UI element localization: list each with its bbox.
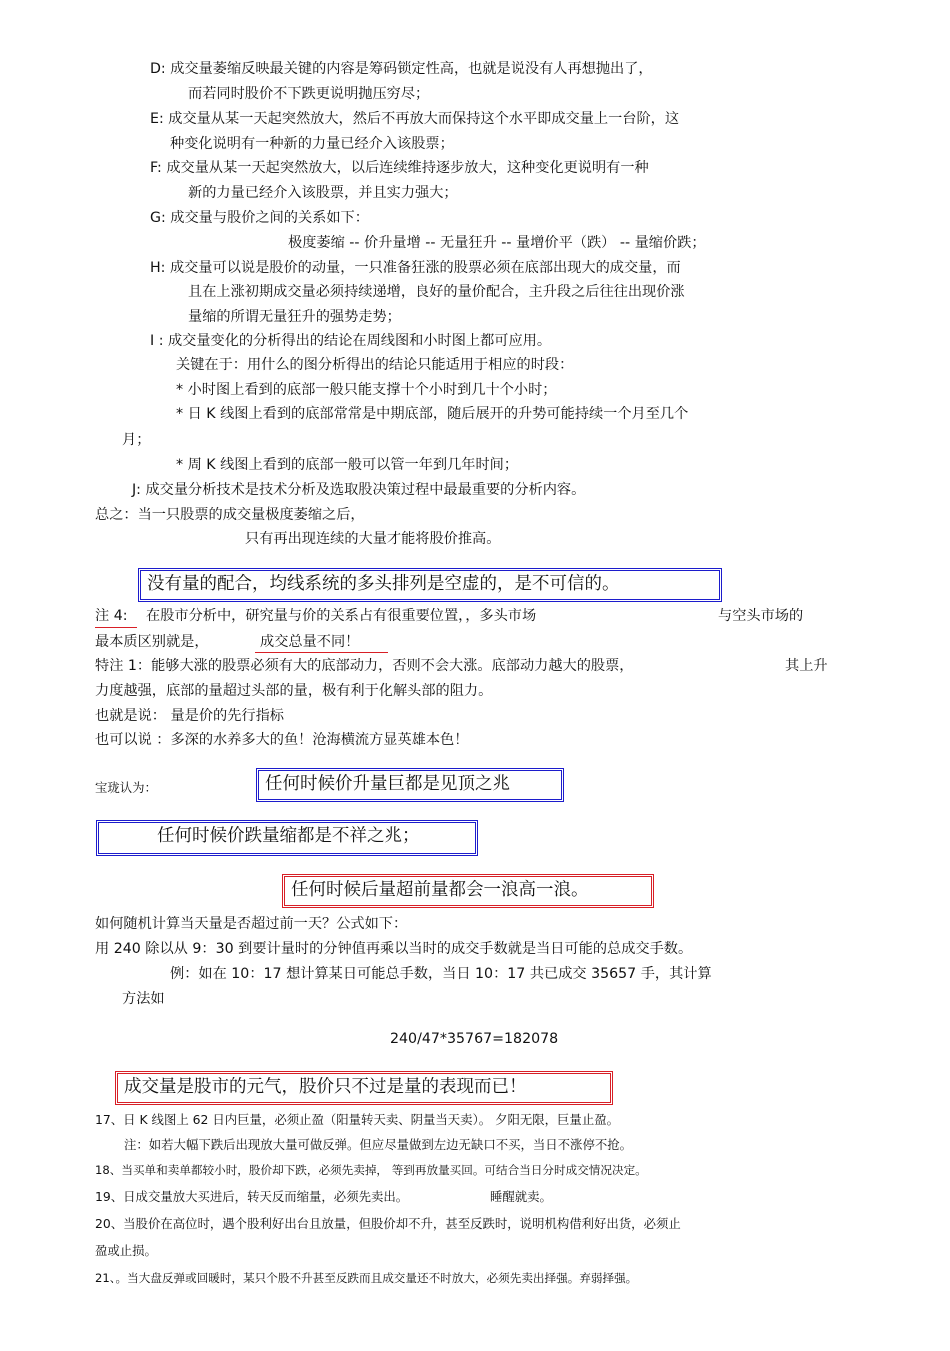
note4-emphasis-underline (255, 652, 388, 653)
note4-emphasis: 成交总量不同！ (260, 634, 360, 650)
highlight-box-1 (138, 568, 722, 602)
item-e-line1: E: 成交量从某一天起突然放大，然后不再放大而保持这个水平即成交量上一台阶，这 (150, 111, 680, 127)
highlight-box-3 (96, 820, 478, 856)
item-i-line2: 关键在于：用什么的图分析得出的结论只能适用于相应的时段： (176, 357, 574, 373)
formula-example-end: 方法如 (122, 991, 165, 1007)
rule-19-end: 睡醒就卖。 (490, 1189, 552, 1204)
rule-19: 19、日成交量放大买进后，转天反而缩量，必须先卖出。 (95, 1189, 409, 1204)
item-f-line2: 新的力量已经介入该股票，并且实力强大； (188, 185, 458, 201)
item-e-line2: 种变化说明有一种新的力量已经介入该股票； (170, 136, 454, 152)
formula-rule: 用 240 除以从 9：30 到要计量时的分钟值再乘以当时的成交手数就是当日可能的总成交手数。 (95, 941, 693, 957)
item-d-line1: D: 成交量萎缩反映最关键的内容是筹码锁定性高，也就是说没有人再想抛出了， (150, 61, 653, 77)
rule-21: 21、。当大盘反弹或回暖时，某只个股不升甚至反跌而且成交量还不时放大，必须先卖出择强。弃弱择强。 (95, 1271, 638, 1285)
item-h-line3: 量缩的所谓无量狂升的强势走势； (188, 309, 401, 325)
note4-text-end: 与空头市场的 (718, 608, 804, 624)
highlight-box-4-text: 任何时候后量超前量都会一浪高一浪。 (291, 880, 589, 900)
item-i-line3: * 小时图上看到的底部一般只能支撑十个小时到几十个小时； (176, 382, 557, 398)
item-d-line2: 而若同时股价不下跌更说明抛压穷尽； (188, 86, 430, 102)
rule-20-line2: 盈或止损。 (95, 1243, 157, 1258)
rule-20-line1: 20、当股价在高位时，遇个股利好出台且放量，但股价却不升，甚至反跌时，说明机构借利好出货，必须止 (95, 1216, 681, 1231)
item-i-line1: I : 成交量变化的分析得出的结论在周线图和小时图上都可应用。 (150, 333, 552, 349)
note4-line2: 最本质区别就是， (95, 634, 209, 650)
note4-text: 在股市分析中，研究量与价的关系占有很重要位置，，多头市场 (146, 608, 537, 624)
special-note-line4: 也可以说 ：多深的水养多大的鱼！沧海横流方显英雄本色！ (95, 732, 469, 748)
highlight-box-2 (256, 768, 564, 802)
item-h-line1: H: 成交量可以说是股价的动量，一只准备狂涨的股票必须在底部出现大的成交量，而 (150, 260, 681, 276)
item-j-line1: J: 成交量分析技术是技术分析及选取股决策过程中最最重要的分析内容。 (132, 482, 586, 498)
item-i-line6: * 周 K 线图上看到的底部一般可以管一年到几年时间； (176, 457, 519, 473)
note4-label: 注 4: (95, 608, 128, 624)
highlight-box-5 (115, 1071, 613, 1105)
special-note-line2: 力度越强，底部的量超过头部的量，极有利于化解头部的阻力。 (95, 683, 493, 699)
formula-question: 如何随机计算当天量是否超过前一天？公式如下： (95, 916, 408, 932)
baolong-label: 宝珑认为： (95, 780, 157, 795)
rule-17: 17、日 K 线图上 62 日内巨量，必须止盈（阳量转天卖、阴量当天卖）。 夕阳无限，巨量止盈。 (95, 1112, 619, 1127)
item-f-line1: F: 成交量从某一天起突然放大，以后连续维持逐步放大，这种变化更说明有一种 (150, 160, 649, 176)
summary-line1: 总之：当一只股票的成交量极度萎缩之后， (95, 507, 365, 523)
special-note-line3: 也就是说： 量是价的先行指标 (95, 708, 284, 724)
item-h-line2: 且在上涨初期成交量必须持续递增，良好的量价配合，主升段之后往往出现价涨 (188, 284, 685, 300)
item-i-line4: * 日 K 线图上看到的底部常常是中期底部，随后展开的升势可能持续一个月至几个 (176, 406, 689, 422)
highlight-box-1-text: 没有量的配合，均线系统的多头排列是空虚的，是不可信的。 (147, 574, 620, 594)
highlight-box-3-text: 任何时候价跌量缩都是不祥之兆； (157, 826, 420, 846)
formula-example: 例：如在 10：17 想计算某日可能总手数，当日 10：17 共已成交 35657 手，其计算 (170, 966, 712, 982)
special-note-line1-end: 其上升 (785, 658, 828, 674)
formula-result: 240/47*35767=182078 (390, 1031, 559, 1047)
note4-underline (95, 627, 137, 628)
item-i-line5: 月； (122, 432, 151, 448)
highlight-box-2-text: 任何时候价升量巨都是见顶之兆 (265, 774, 510, 794)
item-g-line1: G: 成交量与股价之间的关系如下： (150, 210, 369, 226)
rule-18: 18、当买单和卖单都较小时，股价却下跌，必须先卖掉， 等到再放量买回。可结合当日分时成交情况决定。 (95, 1163, 647, 1177)
rule-17-note: 注：如若大幅下跌后出现放大量可做反弹。但应尽量做到左边无缺口不买，当日不涨停不抢。 (124, 1137, 633, 1152)
summary-line2: 只有再出现连续的大量才能将股价推高。 (245, 531, 501, 547)
item-g-line2: 极度萎缩 -- 价升量增 -- 无量狂升 -- 量增价平（跌） -- 量缩价跌； (288, 235, 706, 251)
highlight-box-5-text: 成交量是股市的元气，股价只不过是量的表现而已！ (124, 1077, 527, 1097)
highlight-box-4 (282, 874, 654, 908)
special-note-line1: 特注 1：能够大涨的股票必须有大的底部动力，否则不会大涨。底部动力越大的股票， (95, 658, 634, 674)
